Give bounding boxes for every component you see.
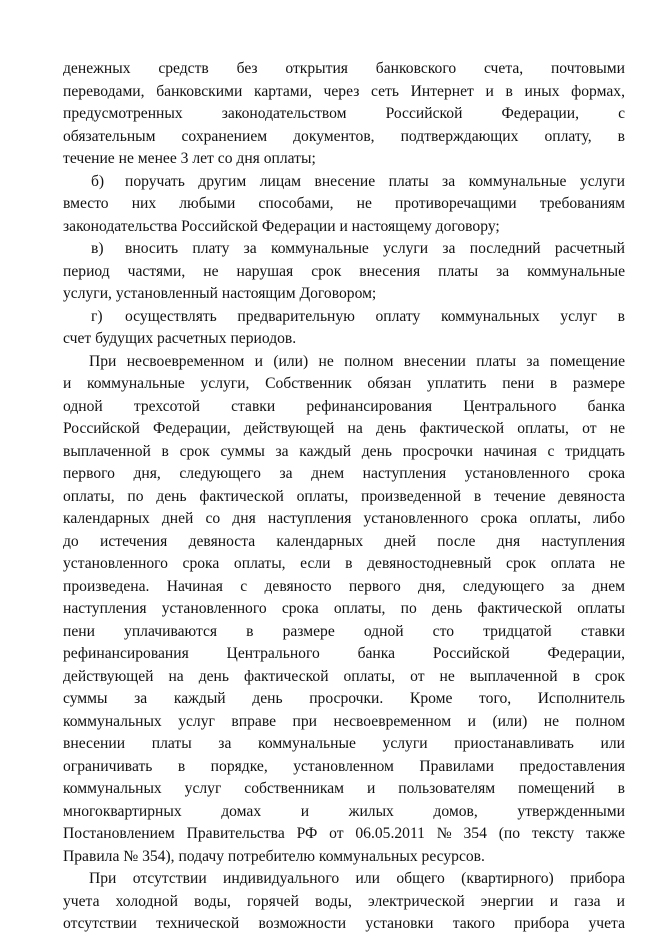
text-line: одной трехсотой ставки рефинансирования Центрального банка (63, 397, 625, 415)
text-line: первого дня, следующего за днем наступления установленного срока (63, 465, 625, 482)
list-item-letter: г) (91, 307, 103, 325)
text-fragment: вносить плату за коммунальные услуги за последний расчетный (125, 240, 625, 257)
list-item-letter: б) (91, 172, 105, 190)
text-line: течение не менее 3 лет со дня оплаты; (63, 150, 316, 167)
text-line: отсутствии технической возможности установки такого прибора учета (63, 915, 625, 932)
text-line: коммунальных услуг вправе при несвоевременном и (или) не полном (63, 712, 625, 730)
text-line: Постановлением Правительства РФ от 06.05.2011 № 354 (по тексту также (63, 825, 625, 842)
text-line: учета холодной воды, горячей воды, электрической энергии и газа и (63, 892, 625, 910)
text-line: вместо них любыми способами, не противоречащими требованиям (63, 195, 625, 212)
text-line (63, 171, 625, 194)
text-line: многоквартирных домах и жилых домов, утвержденными (63, 802, 625, 820)
text-line: и коммунальные услуги, Собственник обязан уплатить пени в размере (63, 375, 625, 392)
document-page (63, 58, 625, 936)
list-item-v (63, 238, 625, 306)
text-line: Российской Федерации, действующей на день фактической оплаты, от не (63, 420, 625, 437)
text-fragment: При несвоевременном и (или) не полном внесении платы за помещение (89, 352, 625, 370)
text-line: наступления установленного срока оплаты, по день фактической оплаты (63, 600, 625, 617)
list-item-g (63, 306, 625, 351)
text-line: выплаченной в срок суммы за каждый день просрочки начиная с тридцать (63, 442, 625, 460)
text-line: денежных средств без открытия банковского счета, почтовыми (63, 60, 625, 77)
text-line: суммы за каждый день просрочки. Кроме того, Исполнитель (63, 690, 625, 707)
text-fragment: осуществлять предварительную оплату коммунальных услуг в (125, 307, 625, 325)
text-line: предусмотренных законодательством Российской Федерации, с (63, 105, 625, 122)
text-line: действующей на день фактической оплаты, от не выплаченной в срок (63, 667, 625, 685)
text-line: произведена. Начиная с девяносто первого дня, следующего за днем (63, 577, 625, 595)
text-line: установленного срока оплаты, если в девяностодневный срок оплата не (63, 555, 625, 572)
text-line (63, 238, 625, 261)
text-line: обязательным сохранением документов, подтверждающих оплату, в (63, 127, 625, 145)
text-line: период частями, не нарушая срок внесения платы за коммунальные (63, 262, 625, 280)
text-fragment: При отсутствии индивидуального или общего (квартирного) прибора (89, 870, 625, 887)
text-line: оплаты, по день фактической оплаты, произведенной в течение девяноста (63, 487, 625, 505)
text-line (63, 306, 625, 329)
text-line: внесении платы за коммунальные услуги приостанавливать или (63, 735, 625, 752)
text-line: услуги, установленный настоящим Договором; (63, 285, 377, 302)
list-item-b (63, 171, 625, 239)
text-line: календарных дней со дня наступления установленного срока оплаты, либо (63, 510, 625, 527)
paragraph-payment-methods (63, 58, 625, 171)
text-line: счет будущих расчетных периодов. (63, 330, 297, 347)
text-line: Правила № 354), подачу потребителю коммунальных ресурсов. (63, 847, 485, 865)
text-fragment: поручать другим лицам внесение платы за коммунальные услуги (125, 172, 625, 190)
text-line (63, 351, 625, 374)
text-line (63, 868, 625, 891)
list-item-letter: в) (91, 240, 104, 257)
text-line: переводами, банковскими картами, через сеть Интернет и в иных формах, (63, 82, 625, 100)
text-line: ограничивать в порядке, установленном Правилами предоставления (63, 757, 625, 775)
paragraph-penalty (63, 351, 625, 869)
text-line: коммунальных услуг собственникам и пользователям помещений в (63, 780, 625, 797)
text-line: до истечения девяноста календарных дней после дня наступления (63, 532, 625, 550)
paragraph-meter-absence (63, 868, 625, 936)
text-line: законодательства Российской Федерации и настоящему договору; (63, 217, 500, 235)
text-line: пени уплачиваются в размере одной сто тридцатой ставки (63, 622, 625, 640)
text-line: рефинансирования Центрального банка Российской Федерации, (63, 645, 625, 662)
